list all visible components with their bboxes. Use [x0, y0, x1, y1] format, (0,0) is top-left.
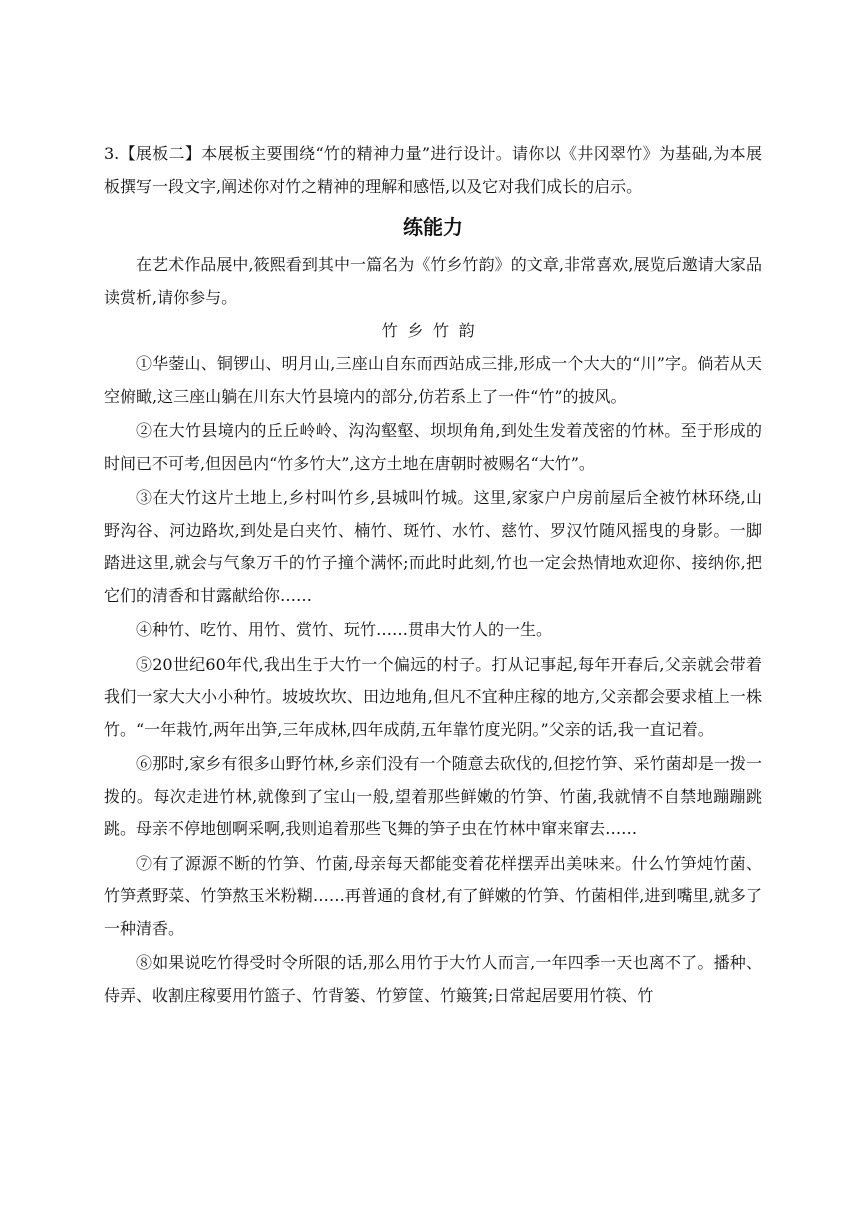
article-paragraph-7: ⑦有了源源不断的竹笋、竹菌,母亲每天都能变着花样摆弄出美味来。什么竹笋炖竹菌、竹笋煮野菜、竹笋熬玉米粉糊……再普通的食材,有了鲜嫩的竹笋、竹菌相伴,进到嘴里,就多了一种清香。 [104, 853, 762, 938]
question-3: 3.【展板二】本展板主要围绕“竹的精神力量”进行设计。请你以《井冈翠竹》为基础,为本展板撰写一段文字,阐述你对竹之精神的理解和感悟,以及它对我们成长的启示。 [104, 144, 762, 196]
article-title: 竹乡竹韵 [381, 321, 485, 340]
article-paragraph-8: ⑧如果说吃竹得受时令所限的话,那么用竹于大竹人而言,一年四季一天也离不了。播种、侍弄、收割庄稼要用竹篮子、竹背篓、竹箩筐、竹簸箕;日常起居要用竹筷、竹 [104, 953, 762, 1005]
article-paragraph-6: ⑥那时,家乡有很多山野竹林,乡亲们没有一个随意去砍伐的,但挖竹笋、采竹菌却是一拨一拨的。每次走进竹林,就像到了宝山一般,望着那些鲜嫩的竹笋、竹菌,我就情不自禁地蹦蹦跳跳。母亲不停地刨啊采啊,我则追着那些飞舞的笋子虫在竹林中窜来窜去…… [104, 754, 762, 838]
article-paragraph-4: ④种竹、吃竹、用竹、赏竹、玩竹……贯串大竹人的一生。 [136, 620, 553, 639]
article-paragraph-5: ⑤20世纪60年代,我出生于大竹一个偏远的村子。打从记事起,每年开春后,父亲就会带着我们一家大大小小种竹。坡坡坎坎、田边地角,但凡不宜种庄稼的地方,父亲都会要求植上一株竹。“一年栽竹,两年出笋,三年成林,四年成荫,五年靠竹度光阴。”父亲的话,我一直记着。 [104, 654, 762, 739]
section-title: 练能力 [403, 215, 463, 239]
article-paragraph-2: ②在大竹县境内的丘丘岭岭、沟沟壑壑、坝坝角角,到处生发着茂密的竹林。至于形成的时间已不可考,但因邑内“竹多竹大”,这方土地在唐朝时被赐名“大竹”。 [104, 421, 762, 473]
document-page [104, 138, 762, 1014]
article-paragraph-3: ③在大竹这片土地上,乡村叫竹乡,县城叫竹城。这里,家家户户房前屋后全被竹林环绕,山野沟谷、河边路坎,到处是白夹竹、楠竹、斑竹、水竹、慈竹、罗汉竹随风摇曳的身影。一脚踏进这里,就会与气象万千的竹子撞个满怀;而此时此刻,竹也一定会热情地欢迎你、接纳你,把它们的清香和甘露献给你…… [104, 488, 762, 605]
article-paragraph-1: ①华蓥山、铜锣山、明月山,三座山自东而西站成三排,形成一个大大的“川”字。倘若从天空俯瞰,这三座山躺在川东大竹县境内的部分,仿若系上了一件“竹”的披风。 [104, 354, 762, 406]
intro-paragraph: 在艺术作品展中,筱熙看到其中一篇名为《竹乡竹韵》的文章,非常喜欢,展览后邀请大家品读赏析,请你参与。 [104, 255, 762, 307]
